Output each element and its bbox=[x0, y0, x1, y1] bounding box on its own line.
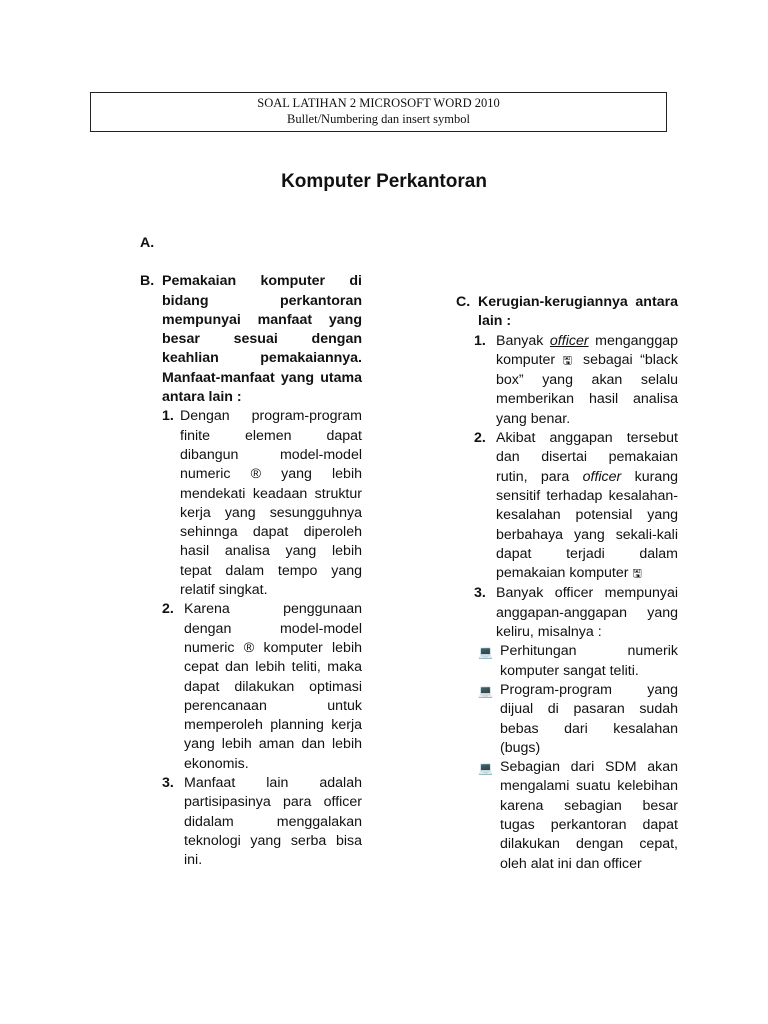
list-text: Karena penggunaan dengan model-model numeric ® komputer lebih cepat dan lebih teliti, maka dapat dilakukan optimasi perencanaan untuk memperoleh planning kerja yang lebih aman dan lebih ekonomis. bbox=[184, 601, 362, 772]
list-number: 3. bbox=[474, 585, 486, 602]
officer-italic: officer bbox=[582, 468, 622, 485]
list-text: Banyak officer menganggap komputer 🖫 sebagai “black box” yang akan selalu memberikan hasil analisa yang benar. bbox=[496, 332, 678, 427]
page-title: Komputer Perkantoran bbox=[281, 171, 487, 192]
list-text: Manfaat lain adalah partisipasinya para officer didalam menggalakan teknologi yang serba bisa ini. bbox=[184, 775, 362, 869]
bullet-text: Perhitungan numerik komputer sangat teliti. bbox=[500, 643, 678, 679]
right-column bbox=[456, 293, 678, 874]
list-text: Dengan program-program finite elemen dapat dibangun model-model numeric ® yang lebih mendekati keadaan struktur kerja yang sesungguhnya sehinnga dapat diperoleh hasil analisa yang lebih tepat dalam tempo yang relatif singkat. bbox=[180, 408, 362, 599]
list-number: 3. bbox=[162, 775, 174, 792]
bullet-item bbox=[478, 758, 678, 874]
section-a bbox=[140, 234, 362, 253]
list-item bbox=[474, 584, 678, 642]
section-b-intro: Pemakaian komputer di bidang perkantoran mempunyai manfaat yang besar sesuai dengan keahlian pemakaiannya. Manfaat-manfaat yang utama antara lain : bbox=[162, 273, 362, 406]
list-number: 2. bbox=[162, 601, 174, 618]
list-item bbox=[162, 774, 362, 870]
bullet-text: Program-program yang dijual di pasaran sudah bebas dari kesalahan (bugs) bbox=[500, 681, 678, 756]
list-item bbox=[162, 600, 362, 774]
list-text: Akibat anggapan tersebut dan disertai pemakaian rutin, para officer kurang sensitif terhadap kesalahan-kesalahan potensial yang berbahaya yang sekali-kali dapat terjadi dalam pemakaian komputer 🖫 bbox=[496, 430, 678, 582]
list-item bbox=[474, 332, 678, 429]
header-line-2: Bullet/Numbering dan insert symbol bbox=[287, 112, 470, 126]
list-number: 2. bbox=[474, 430, 486, 447]
section-c-letter: C. bbox=[456, 294, 471, 310]
laptop-icon: 💻 bbox=[478, 683, 493, 698]
section-a-letter: A. bbox=[140, 235, 155, 251]
computer-symbol-icon: 🖫 bbox=[562, 354, 576, 367]
officer-italic: officer bbox=[549, 332, 589, 349]
section-c-intro: Kerugian-kerugiannya antara lain : bbox=[478, 294, 678, 330]
list-item bbox=[474, 429, 678, 584]
list-number: 1. bbox=[162, 408, 174, 425]
header-line-1: SOAL LATIHAN 2 MICROSOFT WORD 2010 bbox=[257, 96, 500, 110]
computer-symbol-icon: 🖫 bbox=[632, 568, 642, 581]
list-text: Banyak officer mempunyai anggapan-anggapan yang keliru, misalnya : bbox=[496, 585, 678, 641]
left-column bbox=[140, 234, 362, 871]
bullet-text: Sebagian dari SDM akan mengalami suatu kelebihan karena sebagian besar tugas perkantoran dapat dilakukan dengan cepat, oleh alat ini dan officer bbox=[500, 759, 678, 872]
bullet-item bbox=[478, 642, 678, 681]
bullet-item bbox=[478, 681, 678, 758]
list-item bbox=[162, 407, 362, 600]
laptop-icon: 💻 bbox=[478, 761, 493, 776]
section-c bbox=[456, 293, 678, 332]
section-b bbox=[140, 272, 362, 870]
header-box bbox=[90, 92, 667, 132]
section-b-letter: B. bbox=[140, 273, 155, 290]
list-number: 1. bbox=[474, 332, 486, 349]
laptop-icon: 💻 bbox=[478, 645, 493, 660]
